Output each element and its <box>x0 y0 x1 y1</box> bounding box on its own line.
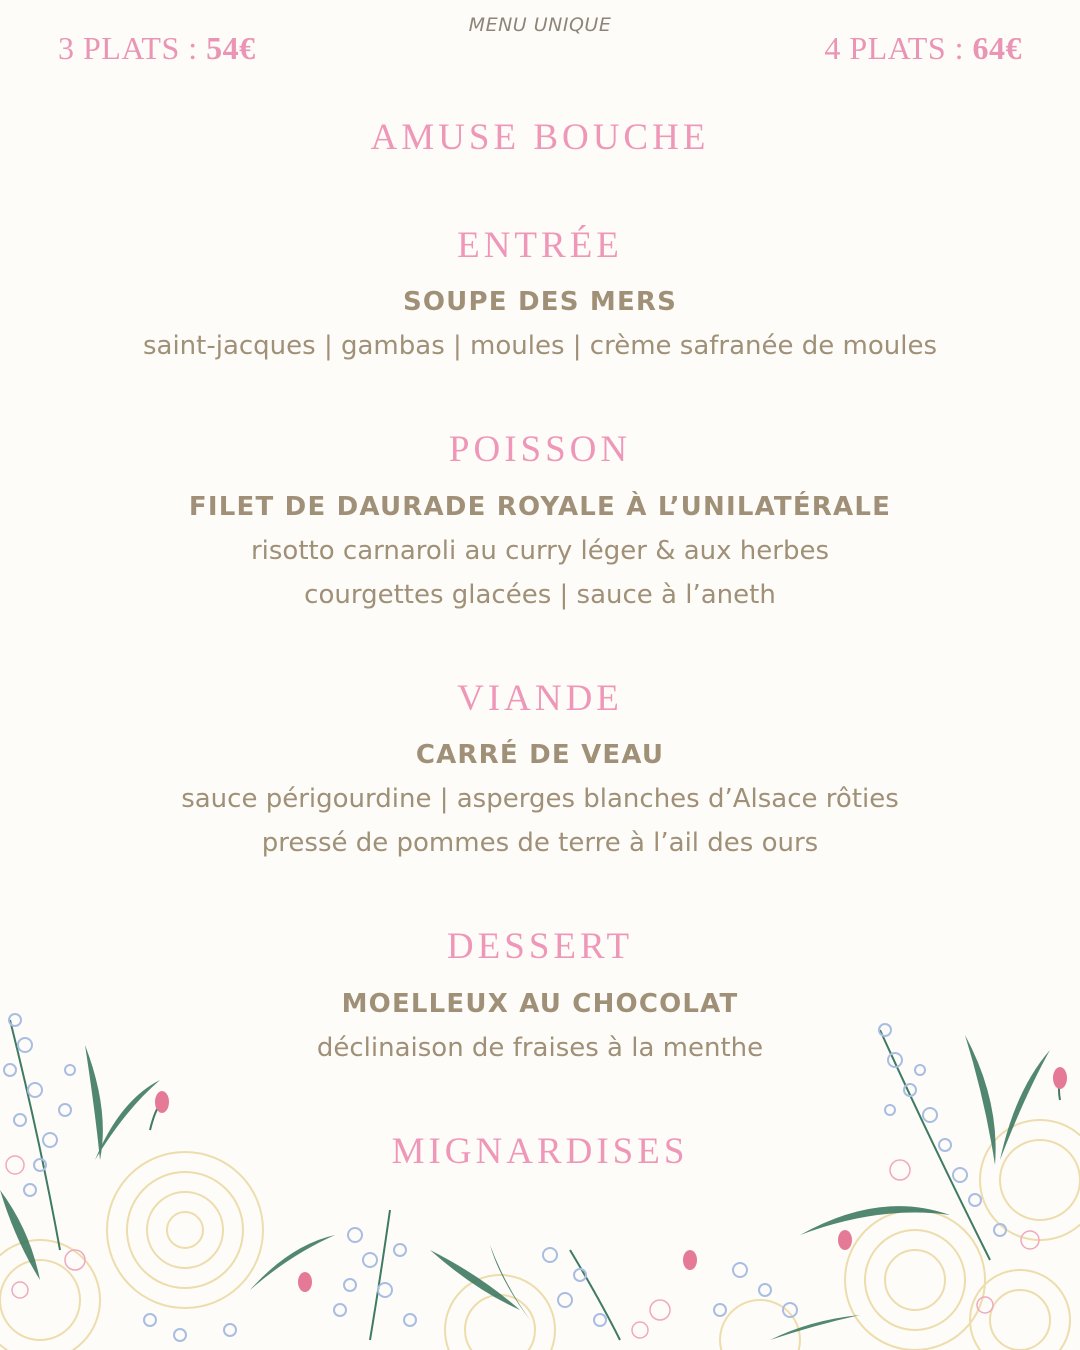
dish-desc-viande-1: sauce périgourdine | asperges blanches d’Alsace rôties <box>181 784 899 814</box>
dish-name-dessert: MOELLEUX AU CHOCOLAT <box>341 989 739 1019</box>
price-three-label: 3 PLATS : <box>58 30 207 66</box>
price-three-value: 54€ <box>206 30 256 66</box>
section-title-mignardises: MIGNARDISES <box>391 1131 689 1172</box>
dish-desc-poisson-1: risotto carnaroli au curry léger & aux herbes <box>250 536 830 566</box>
menu-label: MENU UNIQUE <box>468 14 612 36</box>
dish-desc-dessert-1: déclinaison de fraises à la menthe <box>316 1033 764 1063</box>
section-title-poisson: POISSON <box>448 429 632 470</box>
dish-desc-poisson-2: courgettes glacées | sauce à l’aneth <box>304 580 776 610</box>
price-three-courses <box>58 30 256 67</box>
section-title-dessert: DESSERT <box>446 926 634 967</box>
section-title-viande: VIANDE <box>457 678 623 719</box>
price-four-courses <box>824 30 1022 67</box>
dish-desc-entree-1: saint-jacques | gambas | moules | crème safranée de moules <box>142 331 938 361</box>
price-four-value: 64€ <box>972 30 1022 66</box>
section-title-amuse-bouche: AMUSE BOUCHE <box>370 117 710 158</box>
dish-name-viande: CARRÉ DE VEAU <box>415 740 665 770</box>
dish-name-entree: SOUPE DES MERS <box>402 287 678 317</box>
price-four-label: 4 PLATS : <box>824 30 973 66</box>
dish-name-poisson: FILET DE DAURADE ROYALE À L’UNILATÉRALE <box>188 492 892 522</box>
dish-desc-viande-2: pressé de pommes de terre à l’ail des ours <box>261 828 819 858</box>
section-title-entree: ENTRÉE <box>457 225 623 266</box>
